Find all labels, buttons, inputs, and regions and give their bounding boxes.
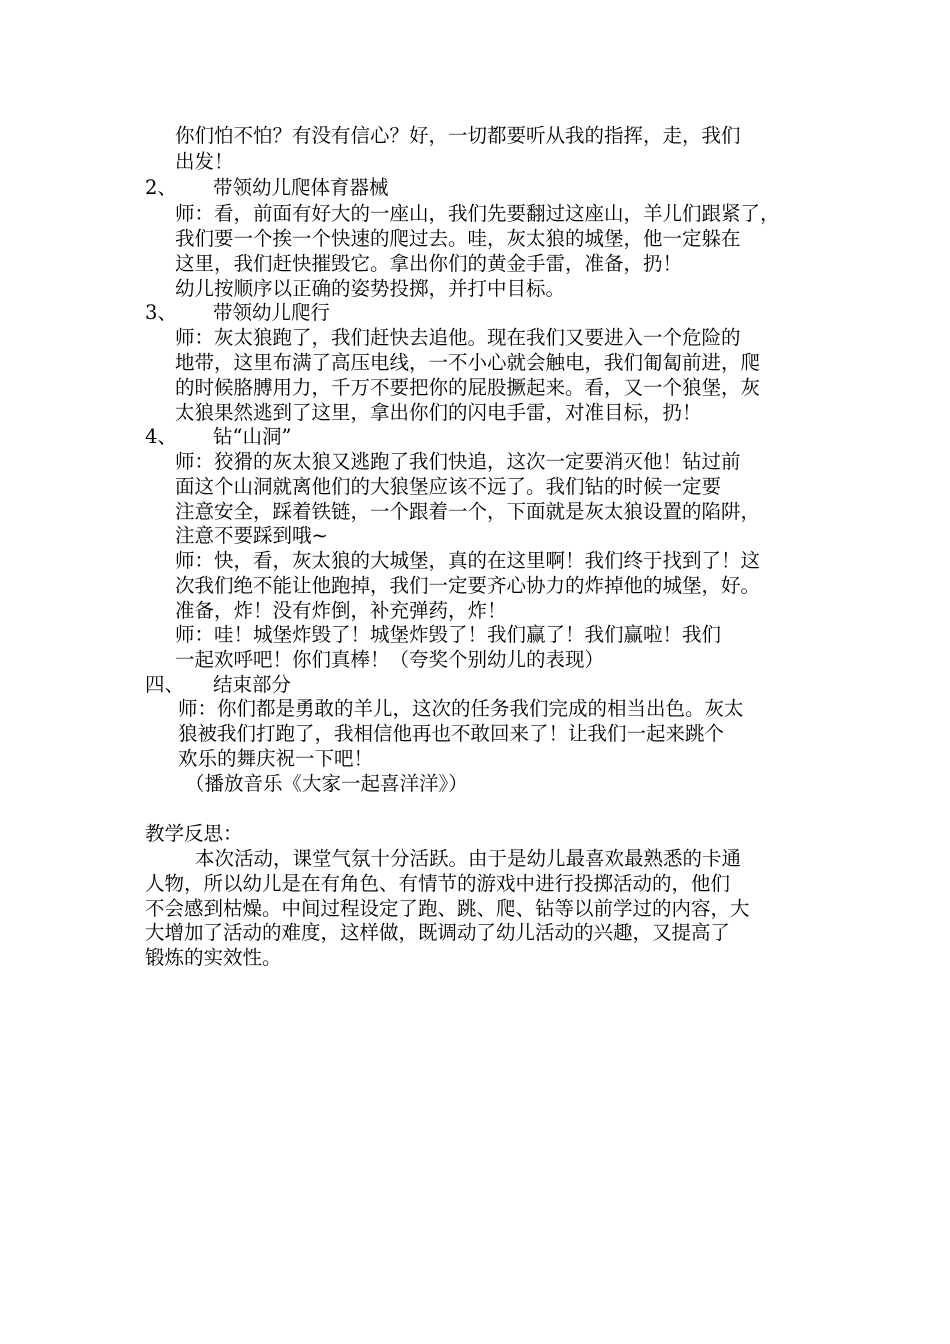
reflection-line-2: 人物，所以幼儿是在有角色、有情节的游戏中进行投掷活动的，他们 <box>145 872 731 895</box>
reflection-line-1: 本次活动，课堂气氛十分活跃。由于是幼儿最喜欢最熟悉的卡通 <box>195 847 742 870</box>
item2-line-1: 师：看，前面有好大的一座山，我们先要翻过这座山，羊儿们跟紧了， <box>175 202 780 225</box>
section4-line-2: 狼被我们打跑了，我相信他再也不敢回来了！让我们一起来跳个 <box>178 722 725 745</box>
item2-line-4: 幼儿按顺序以正确的姿势投掷，并打中目标。 <box>175 277 566 300</box>
item3-line-1: 师：灰太狼跑了，我们赶快去追他。现在我们又要进入一个危险的 <box>175 326 741 349</box>
reflection-line-3: 不会感到枯燥。中间过程设定了跑、跳、爬、钻等以前学过的内容，大 <box>145 897 750 920</box>
item4-line-9: 一起欢呼吧！你们真棒！（夸奖个别幼儿的表现） <box>175 648 605 671</box>
item4-line-5: 师：快，看，灰太狼的大城堡，真的在这里啊！我们终于找到了！这 <box>175 549 761 572</box>
item3-line-2: 地带，这里布满了高压电线，一不小心就会触电，我们匍匐前进，爬 <box>175 351 761 374</box>
item4-number: 4、 <box>145 425 177 448</box>
section4-number: 四、 <box>145 673 185 696</box>
item4-line-7: 准备，炸！没有炸倒，补充弹药，炸！ <box>175 599 507 622</box>
item4-line-2: 面这个山洞就离他们的大狼堡应该不远了。我们钻的时候一定要 <box>175 475 722 498</box>
item3-number: 3、 <box>145 301 177 324</box>
reflection-heading: 教学反思： <box>145 822 243 845</box>
item3-line-4: 太狼果然逃到了这里，拿出你们的闪电手雷，对准目标，扔！ <box>175 401 702 424</box>
section4-line-3: 欢乐的舞庆祝一下吧！ <box>178 747 374 770</box>
reflection-line-5: 锻炼的实效性。 <box>145 946 282 969</box>
item4-title: 钻“山洞” <box>213 425 292 448</box>
item3-line-3: 的时候胳膊用力，千万不要把你的屁股撅起来。看，又一个狼堡，灰 <box>175 376 761 399</box>
section4-line-4: （播放音乐《大家一起喜洋洋》） <box>185 772 468 795</box>
section4-line-1: 师：你们都是勇敢的羊儿，这次的任务我们完成的相当出色。灰太 <box>178 697 744 720</box>
item4-line-1: 师：狡猾的灰太狼又逃跑了我们快追，这次一定要消灭他！钻过前 <box>175 450 741 473</box>
item4-line-3: 注意安全，踩着铁链，一个跟着一个，下面就是灰太狼设置的陷阱， <box>175 500 761 523</box>
intro-line-1: 你们怕不怕？有没有信心？好，一切都要听从我的指挥，走，我们 <box>175 124 741 147</box>
reflection-line-4: 大增加了活动的难度，这样做，既调动了幼儿活动的兴趣，又提高了 <box>145 921 731 944</box>
item2-number: 2、 <box>145 176 177 199</box>
item4-line-4: 注意不要踩到哦~ <box>175 524 328 547</box>
item3-title: 带领幼儿爬行 <box>213 301 331 324</box>
item4-line-8: 师：哇！城堡炸毁了！城堡炸毁了！我们赢了！我们赢啦！我们 <box>175 623 722 646</box>
item2-line-3: 这里，我们赶快摧毁它。拿出你们的黄金手雷，准备，扔！ <box>175 252 683 275</box>
intro-line-2: 出发！ <box>175 150 234 173</box>
item2-title: 带领幼儿爬体育器械 <box>213 176 389 199</box>
item2-line-2: 我们要一个挨一个快速的爬过去。哇，灰太狼的城堡，他一定躲在 <box>175 227 741 250</box>
item4-line-6: 次我们绝不能让他跑掉，我们一定要齐心协力的炸掉他的城堡，好。 <box>175 574 761 597</box>
section4-title: 结束部分 <box>213 673 292 696</box>
